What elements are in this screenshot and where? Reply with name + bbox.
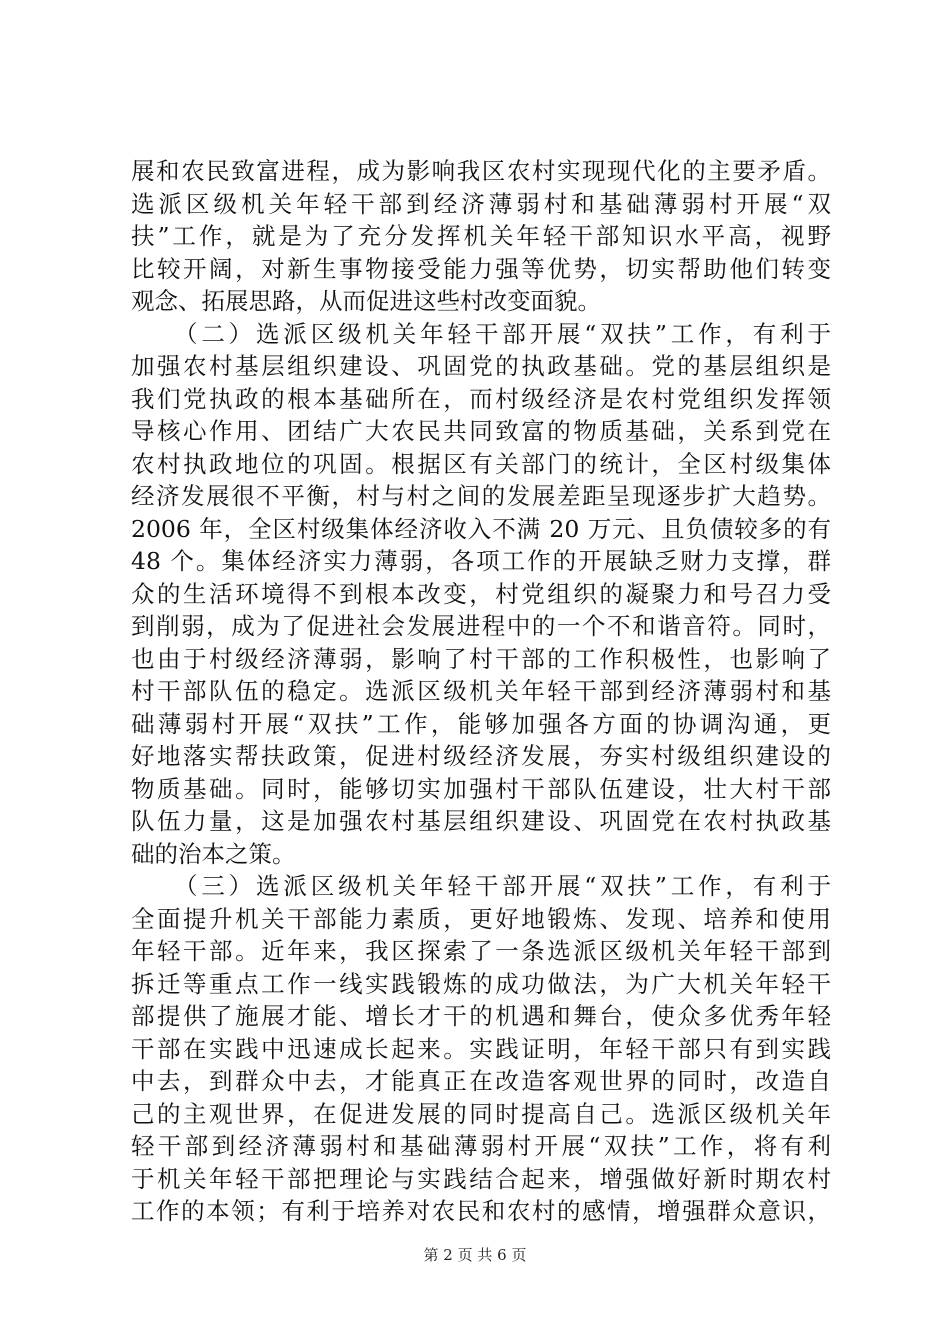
text-line: 扶”工作，就是为了充分发挥机关年轻干部知识水平高，视野 <box>131 222 831 250</box>
text-line: 村干部队伍的稳定。选派区级机关年轻干部到经济薄弱村和基 <box>131 677 831 705</box>
text-line: 年轻干部。近年来，我区探索了一条选派区级机关年轻干部到 <box>131 937 831 965</box>
text-line: 导核心作用、团结广大农民共同致富的物质基础，关系到党在 <box>131 417 831 445</box>
text-line: 比较开阔，对新生事物接受能力强等优势，切实帮助他们转变 <box>131 254 831 283</box>
text-line: （三）选派区级机关年轻干部开展“双扶”工作，有利于 <box>131 872 831 900</box>
text-line: 干部在实践中迅速成长起来。实践证明，年轻干部只有到实践 <box>131 1034 831 1063</box>
text-line: 物质基础。同时，能够切实加强村干部队伍建设，壮大村干部 <box>131 774 831 803</box>
text-line: 好地落实帮扶政策，促进村级经济发展，夯实村级组织建设的 <box>131 742 831 770</box>
text-line: 也由于村级经济薄弱，影响了村干部的工作积极性，也影响了 <box>131 644 831 673</box>
text-line: 选派区级机关年轻干部到经济薄弱村和基础薄弱村开展“双 <box>131 189 831 218</box>
page-footer: 第 2 页 共 6 页 <box>423 1246 527 1264</box>
text-line: 农村执政地位的巩固。根据区有关部门的统计，全区村级集体 <box>131 449 831 478</box>
text-line: 众的生活环境得不到根本改变，村党组织的凝聚力和号召力受 <box>131 579 831 608</box>
text-line: 48 个。集体经济实力薄弱，各项工作的开展缺乏财力支撑，群 <box>131 547 831 575</box>
text-line: 中去，到群众中去，才能真正在改造客观世界的同时，改造自 <box>131 1067 831 1095</box>
text-line: 加强农村基层组织建设、巩固党的执政基础。党的基层组织是 <box>131 352 831 380</box>
text-line: 到削弱，成为了促进社会发展进程中的一个不和谐音符。同时， <box>131 612 831 640</box>
text-line: 经济发展很不平衡，村与村之间的发展差距呈现逐步扩大趋势。 <box>131 482 831 510</box>
text-line: 础的治本之策。 <box>131 839 296 868</box>
text-line: 础薄弱村开展“双扶”工作，能够加强各方面的协调沟通，更 <box>131 709 831 738</box>
text-line: 观念、拓展思路，从而促进这些村改变面貌。 <box>131 287 601 315</box>
text-line: 轻干部到经济薄弱村和基础薄弱村开展“双扶”工作，将有利 <box>131 1132 831 1160</box>
text-line: 工作的本领；有利于培养对农民和农村的感情，增强群众意识， <box>131 1197 831 1225</box>
text-line: 己的主观世界，在促进发展的同时提高自己。选派区级机关年 <box>131 1099 831 1128</box>
text-line: 部提供了施展才能、增长才干的机遇和舞台，使众多优秀年轻 <box>131 1002 831 1030</box>
text-line: 2006 年，全区村级集体经济收入不满 20 万元、且负债较多的有 <box>131 514 831 543</box>
text-line: 全面提升机关干部能力素质，更好地锻炼、发现、培养和使用 <box>131 904 831 933</box>
text-line: （二）选派区级机关年轻干部开展“双扶”工作，有利于 <box>131 319 831 348</box>
text-line: 队伍力量，这是加强农村基层组织建设、巩固党在农村执政基 <box>131 807 831 835</box>
text-line: 拆迁等重点工作一线实践锻炼的成功做法，为广大机关年轻干 <box>131 969 831 998</box>
text-line: 我们党执政的根本基础所在，而村级经济是农村党组织发挥领 <box>131 384 831 413</box>
text-line: 展和农民致富进程，成为影响我区农村实现现代化的主要矛盾。 <box>131 157 831 185</box>
document-body <box>131 155 831 1228</box>
text-line: 于机关年轻干部把理论与实践结合起来，增强做好新时期农村 <box>131 1164 831 1193</box>
